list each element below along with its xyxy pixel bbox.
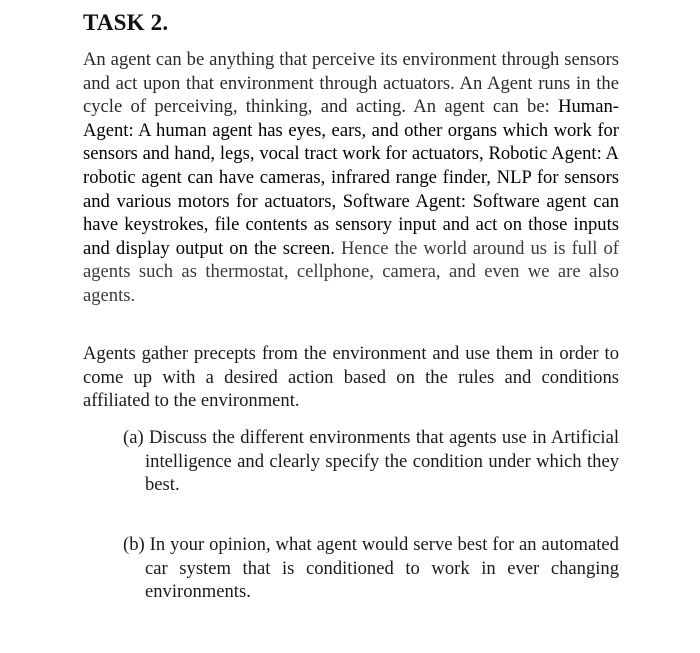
paragraph-1-part-1: An agent can be anything that perceive its environment through sensors and act upon that environment through actuators. An Agent runs in the cycle of perceiving, thinking, and acting. An agent can be: — [83, 49, 619, 118]
question-b-label: (b) — [123, 534, 150, 555]
question-a — [123, 426, 619, 497]
question-a-label: (a) — [123, 427, 149, 448]
precepts-paragraph: Agents gather precepts from the environment and use them in order to come up with a desired action based on the rules and conditions affiliated to the environment. — [83, 343, 619, 412]
question-a-text: Discuss the different environments that agents use in Artificial intelligence and clearly specify the condition under which they best. — [145, 427, 620, 496]
question-b — [123, 533, 619, 604]
paragraph-1-part-2: Human-Agent: A human agent has eyes, ears, and other organs which work for sensors and hand, legs, vocal tract work for actuators, Robotic Agent: A robotic agent can have cameras, infrared range finder, NLP for sensors and various motors for actuators, Software Agent: Software agent can have keystrokes, file contents as sensory input and act on those inputs and display output on the screen. — [83, 96, 619, 259]
agent-definition-paragraph — [83, 48, 619, 308]
task-title: TASK 2. — [83, 10, 169, 35]
question-b-text: In your opinion, what agent would serve best for an automated car system that is conditioned to work in ever changing environments. — [145, 534, 619, 603]
paragraph-1-part-3: Hence the world around us is full of agents such as thermostat, cellphone, camera, and even we are also agents. — [83, 237, 619, 306]
